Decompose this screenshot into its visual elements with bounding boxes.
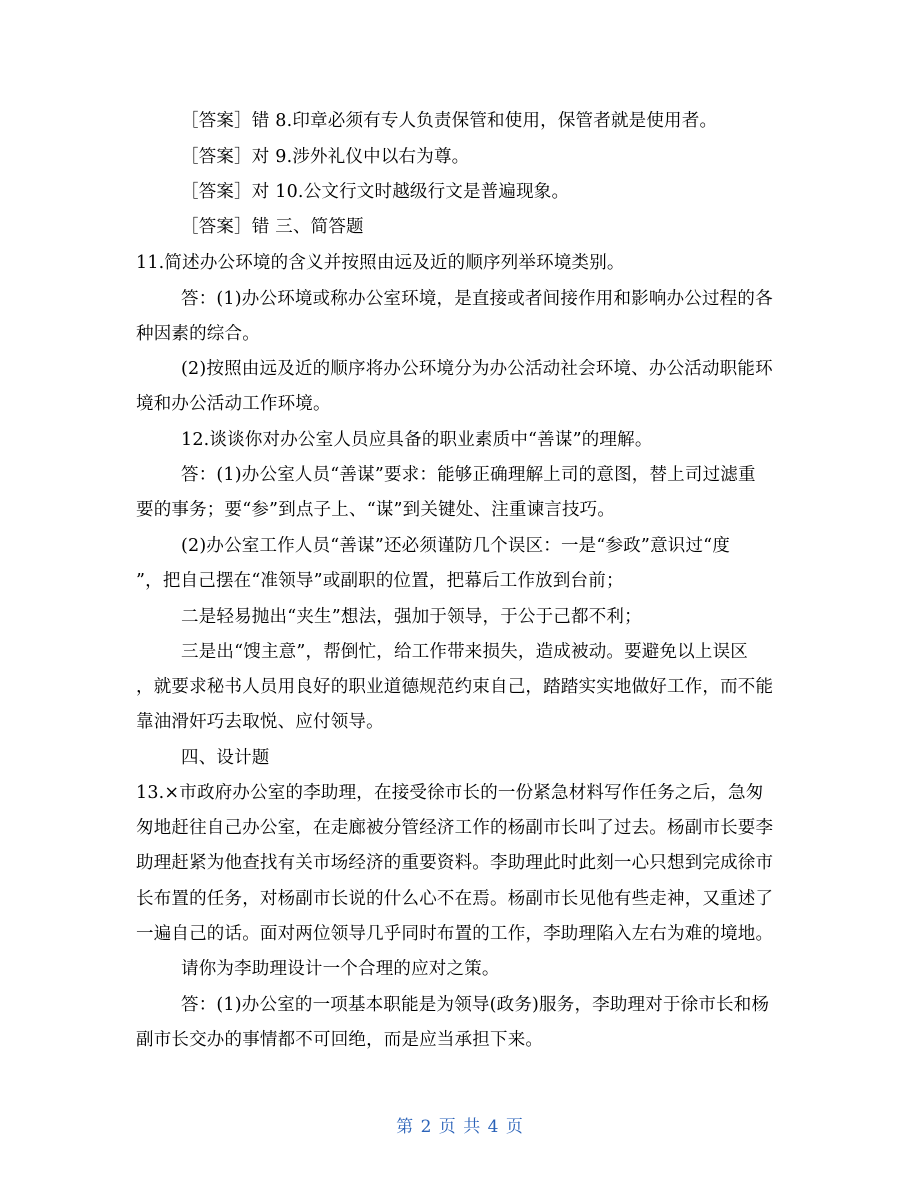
text-line: 一遍自己的话。面对两位领导几乎同时布置的工作，李助理陷入左右为难的境地。 (136, 924, 774, 944)
text-line: 答：(1)办公环境或称办公室环境，是直接或者间接作用和影响办公过程的各 (181, 289, 773, 309)
text-line: 长布置的任务，对杨副市长说的什么心不在焉。杨副市长见他有些走神，又重述了 (136, 889, 774, 909)
text-line: ，就要求秘书人员用良好的职业道德规范约束自己，踏踏实实地做好工作，而不能 (136, 677, 774, 697)
text-line: 11.简述办公环境的含义并按照由远及近的顺序列举环境类别。 (136, 253, 625, 273)
section-heading: 四、设计题 (181, 748, 270, 768)
text-line: 请你为李助理设计一个合理的应对之策。 (181, 959, 500, 979)
text-line: ”，把自己摆在“准领导”或副职的位置，把幕后工作放到台前； (136, 571, 624, 591)
text-line: 12.谈谈你对办公室人员应具备的职业素质中“善谋”的理解。 (181, 430, 653, 450)
text-line: 境和办公活动工作环境。 (136, 394, 331, 414)
text-line: 三是出“馊主意”，帮倒忙，给工作带来损失，造成被动。要避免以上误区 (181, 642, 748, 662)
text-line: 种因素的综合。 (136, 324, 260, 344)
text-line: ［答案］对 9.涉外礼仪中以右为尊。 (181, 147, 470, 167)
text-line: ［答案］对 10.公文行文时越级行文是普遍现象。 (181, 182, 570, 202)
text-line: 13.×市政府办公室的李助理，在接受徐市长的一份紧急材料写作任务之后，急匆 (136, 783, 764, 803)
text-line: ［答案］错 三、简答题 (181, 217, 364, 237)
text-line: 靠油滑奸巧去取悦、应付领导。 (136, 712, 384, 732)
text-line: 匆地赶往自己办公室，在走廊被分管经济工作的杨副市长叫了过去。杨副市长要李 (136, 818, 774, 838)
text-line: 要的事务；要“参”到点子上、“谋”到关键处、注重谏言技巧。 (136, 500, 616, 520)
text-line: (2)按照由远及近的顺序将办公环境分为办公活动社会环境、办公活动职能环 (181, 359, 773, 379)
text-line: ［答案］错 8.印章必须有专人负责保管和使用，保管者就是使用者。 (181, 111, 718, 131)
text-line: 二是轻易抛出“夹生”想法，强加于领导，于公于己都不利； (181, 607, 642, 627)
text-line: 副市长交办的事情都不可回绝，而是应当承担下来。 (136, 1030, 544, 1050)
text-line: 答：(1)办公室人员“善谋”要求：能够正确理解上司的意图，替上司过滤重 (181, 465, 756, 485)
text-line: (2)办公室工作人员“善谋”还必须谨防几个误区：一是“参政”意识过“度 (181, 536, 731, 556)
text-line: 助理赶紧为他查找有关市场经济的重要资料。李助理此时此刻一心只想到完成徐市 (136, 853, 774, 873)
text-line: 答：(1)办公室的一项基本职能是为领导(政务)服务，李助理对于徐市长和杨 (181, 995, 770, 1015)
page-number-footer: 第 2 页 共 4 页 (396, 1117, 524, 1137)
